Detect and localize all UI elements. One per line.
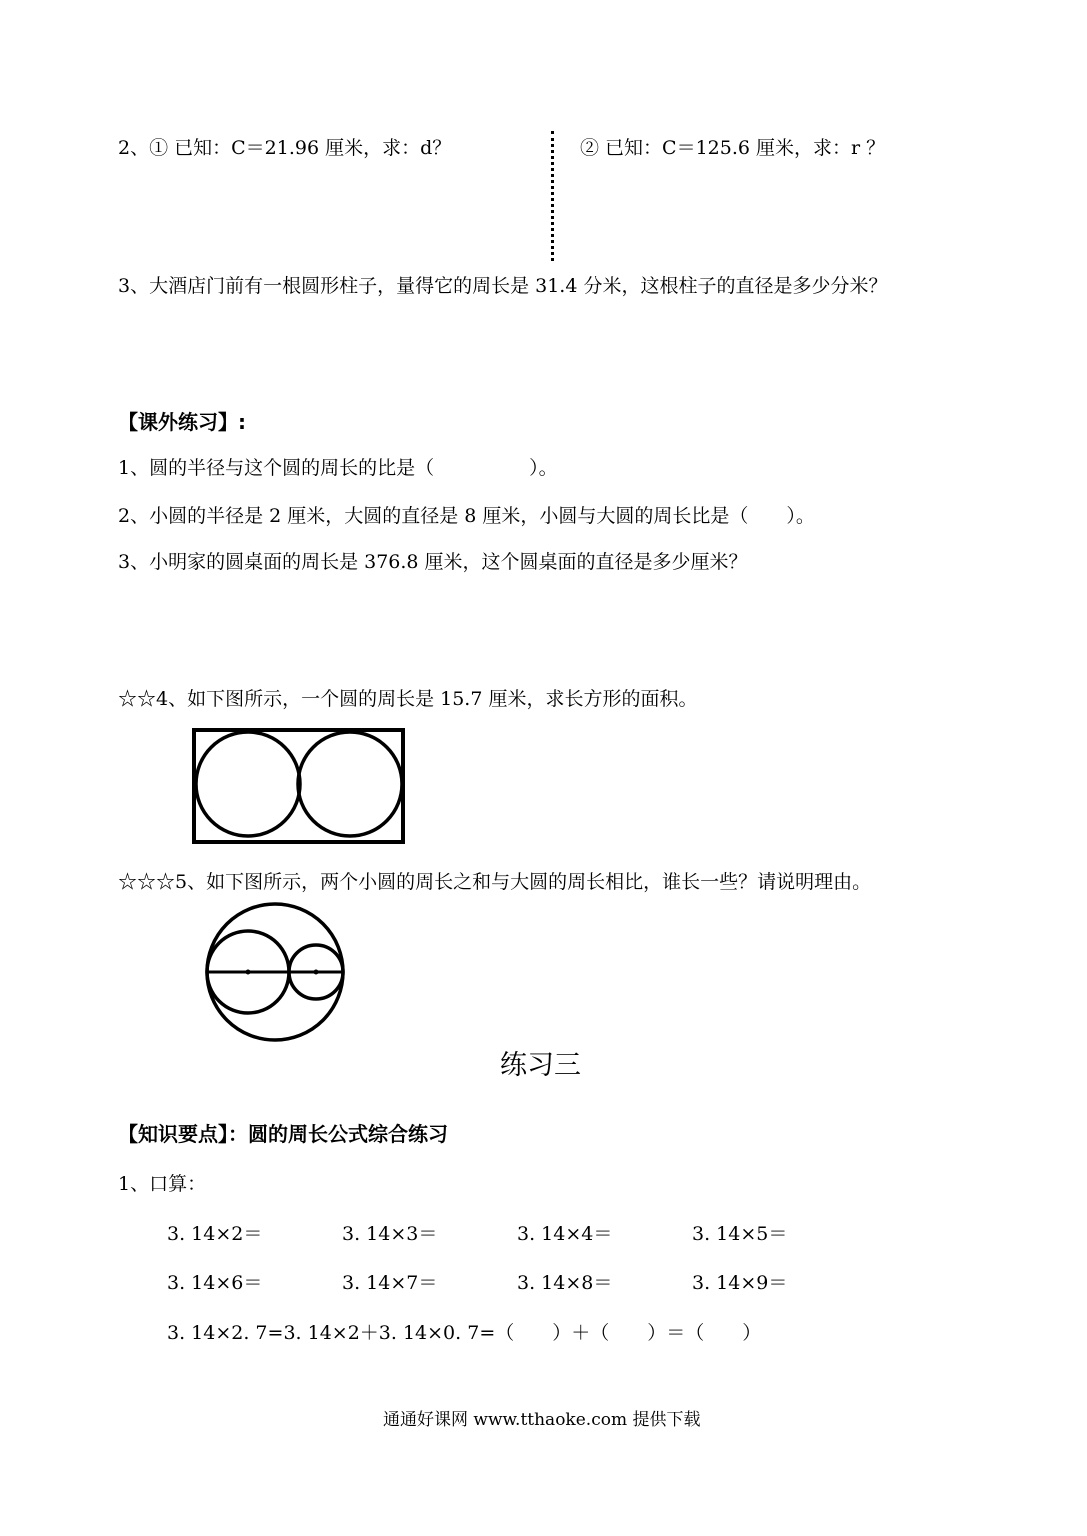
- q3-text: 3、大酒店门前有一根圆形柱子，量得它的周长是 31.4 分米，这根柱子的直径是多少分米？: [118, 275, 888, 297]
- q2-part2: ② 已知：C＝125.6 厘米，求：r ？: [580, 137, 886, 159]
- knowledge-heading: 【知识要点】：圆的周长公式综合练习: [118, 1122, 448, 1146]
- extra-item-1: 1、圆的半径与这个圆的周长的比是（ ）。: [118, 457, 558, 479]
- extra-item-4: ☆☆4、如下图所示，一个圆的周长是 15.7 厘米，求长方形的面积。: [118, 688, 698, 710]
- oral-row1-item: 3. 14×4＝: [517, 1223, 613, 1245]
- dotted-divider: [551, 131, 554, 261]
- extra-item-5: ☆☆☆5、如下图所示，两个小圆的周长之和与大圆的周长相比，谁长一些？请说明理由。: [118, 871, 872, 893]
- oral-label: 1、口算：: [118, 1173, 207, 1195]
- q2-part1: 2、① 已知：C＝21.96 厘米，求：d？: [118, 137, 452, 159]
- rectangle-two-circles-figure: [190, 726, 410, 846]
- extra-heading: 【课外练习】:: [118, 410, 246, 434]
- section-title: 练习三: [500, 1050, 581, 1081]
- oral-row2-item: 3. 14×8＝: [517, 1272, 613, 1294]
- figure-left-circle: [196, 732, 300, 836]
- oral-row1-item: 3. 14×5＝: [692, 1223, 788, 1245]
- oral-row2-item: 3. 14×6＝: [167, 1272, 263, 1294]
- oral-row3: 3. 14×2. 7=3. 14×2＋3. 14×0. 7=（ ）＋（ ）＝（ ）: [167, 1322, 762, 1344]
- oral-row1-item: 3. 14×3＝: [342, 1223, 438, 1245]
- oral-row2-item: 3. 14×9＝: [692, 1272, 788, 1294]
- oral-row2-item: 3. 14×7＝: [342, 1272, 438, 1294]
- figure-center-dot-left: [246, 970, 251, 975]
- extra-item-2: 2、小圆的半径是 2 厘米，大圆的直径是 8 厘米，小圆与大圆的周长比是（ ）。: [118, 505, 815, 527]
- footer-text: 通通好课网 www.tthaoke.com 提供下载: [383, 1410, 701, 1430]
- extra-item-3: 3、小明家的圆桌面的周长是 376.8 厘米，这个圆桌面的直径是多少厘米？: [118, 551, 748, 573]
- big-circle-two-small-circles-figure: [200, 900, 350, 1045]
- oral-row1-item: 3. 14×2＝: [167, 1223, 263, 1245]
- figure-right-circle: [298, 732, 402, 836]
- figure-center-dot-right: [314, 970, 319, 975]
